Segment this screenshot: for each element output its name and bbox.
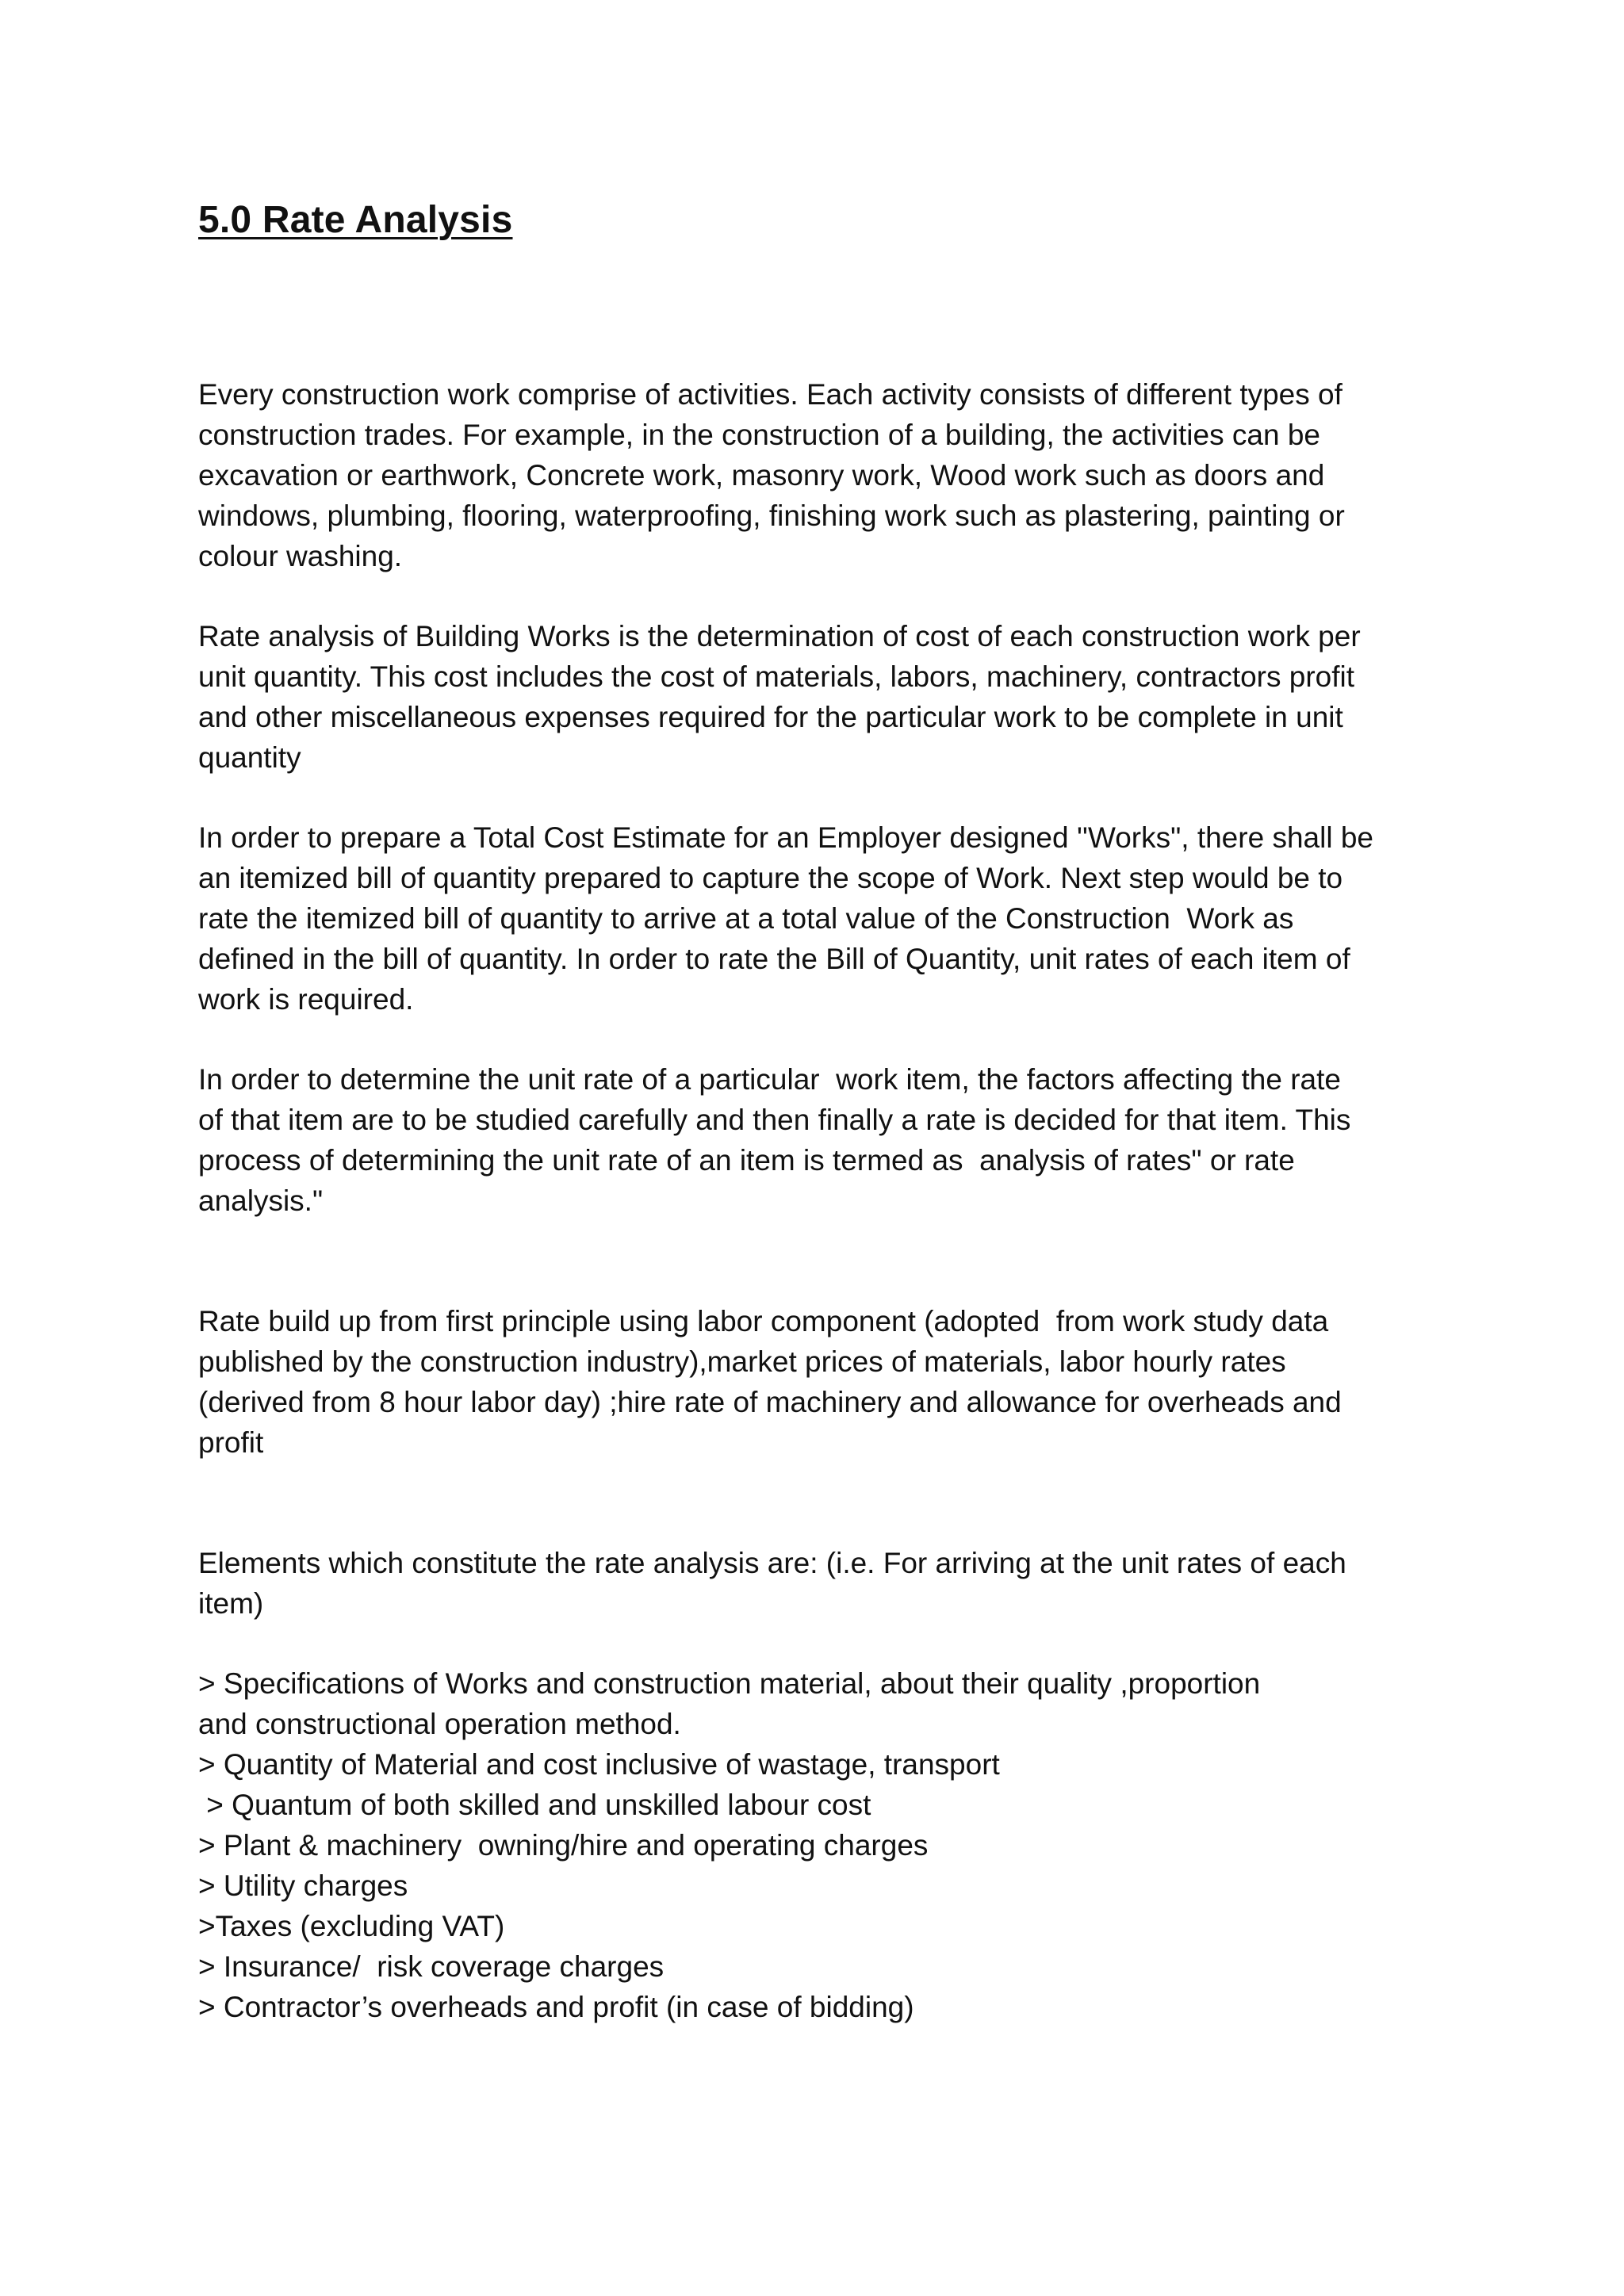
paragraph-rate-build-up — [198, 1301, 1435, 1463]
text-line: work is required. — [198, 983, 414, 1016]
text-line: (derived from 8 hour labor day) ;hire rate of machinery and allowance for overheads and — [198, 1386, 1342, 1418]
list-item: > Quantity of Material and cost inclusive of wastage, transport — [198, 1748, 1000, 1781]
elements-list — [198, 1663, 1435, 2027]
list-item: > Specifications of Works and construction material, about their quality ,proportion — [198, 1667, 1261, 1700]
text-line: In order to determine the unit rate of a particular work item, the factors affecting the rate — [198, 1063, 1341, 1096]
paragraph-unit-rate — [198, 1059, 1435, 1221]
paragraph-definition — [198, 616, 1435, 778]
text-line: profit — [198, 1426, 264, 1459]
page-title: 5.0 Rate Analysis — [198, 199, 513, 241]
text-line: In order to prepare a Total Cost Estimate for an Employer designed ''Works", there shall be — [198, 821, 1373, 854]
text-line: windows, plumbing, flooring, waterproofing, finishing work such as plastering, painting or — [198, 499, 1345, 532]
text-line: process of determining the unit rate of an item is termed as analysis of rates" or rate — [198, 1144, 1295, 1177]
paragraph-activities — [198, 374, 1435, 576]
text-line: analysis." — [198, 1184, 324, 1217]
text-line: unit quantity. This cost includes the cost of materials, labors, machinery, contractors profit — [198, 660, 1355, 693]
text-line: quantity — [198, 741, 301, 774]
text-line: rate the itemized bill of quantity to arrive at a total value of the Construction Work as — [198, 902, 1294, 935]
text-line: published by the construction industry),market prices of materials, labor hourly rates — [198, 1345, 1286, 1378]
list-item: > Plant & machinery owning/hire and operating charges — [198, 1829, 929, 1862]
list-item: > Insurance/ risk coverage charges — [198, 1950, 665, 1983]
list-item: > Quantum of both skilled and unskilled labour cost — [198, 1789, 871, 1821]
text-line: an itemized bill of quantity prepared to capture the scope of Work. Next step would be to — [198, 862, 1343, 894]
text-line: Every construction work comprise of activities. Each activity consists of different types of — [198, 378, 1342, 411]
list-item: > Utility charges — [198, 1869, 408, 1902]
list-item: and constructional operation method. — [198, 1708, 681, 1740]
list-item: >Taxes (excluding VAT) — [198, 1910, 505, 1942]
list-item: > Contractor’s overheads and profit (in case of bidding) — [198, 1991, 914, 2023]
text-line: Rate analysis of Building Works is the determination of cost of each construction work per — [198, 620, 1361, 652]
text-line: of that item are to be studied carefully and then finally a rate is decided for that item. This — [198, 1104, 1351, 1136]
text-line: colour washing. — [198, 540, 403, 572]
text-line: Elements which constitute the rate analysis are: (i.e. For arriving at the unit rates of each — [198, 1547, 1346, 1579]
text-line: and other miscellaneous expenses required for the particular work to be complete in unit — [198, 701, 1343, 733]
paragraph-elements-intro — [198, 1543, 1435, 1624]
text-line: Rate build up from first principle using labor component (adopted from work study data — [198, 1305, 1329, 1337]
text-line: defined in the bill of quantity. In order to rate the Bill of Quantity, unit rates of each item of — [198, 943, 1350, 975]
text-line: item) — [198, 1587, 264, 1620]
paragraph-cost-estimate — [198, 817, 1435, 1020]
text-line: construction trades. For example, in the construction of a building, the activities can be — [198, 419, 1320, 451]
text-line: excavation or earthwork, Concrete work, masonry work, Wood work such as doors and — [198, 459, 1325, 492]
